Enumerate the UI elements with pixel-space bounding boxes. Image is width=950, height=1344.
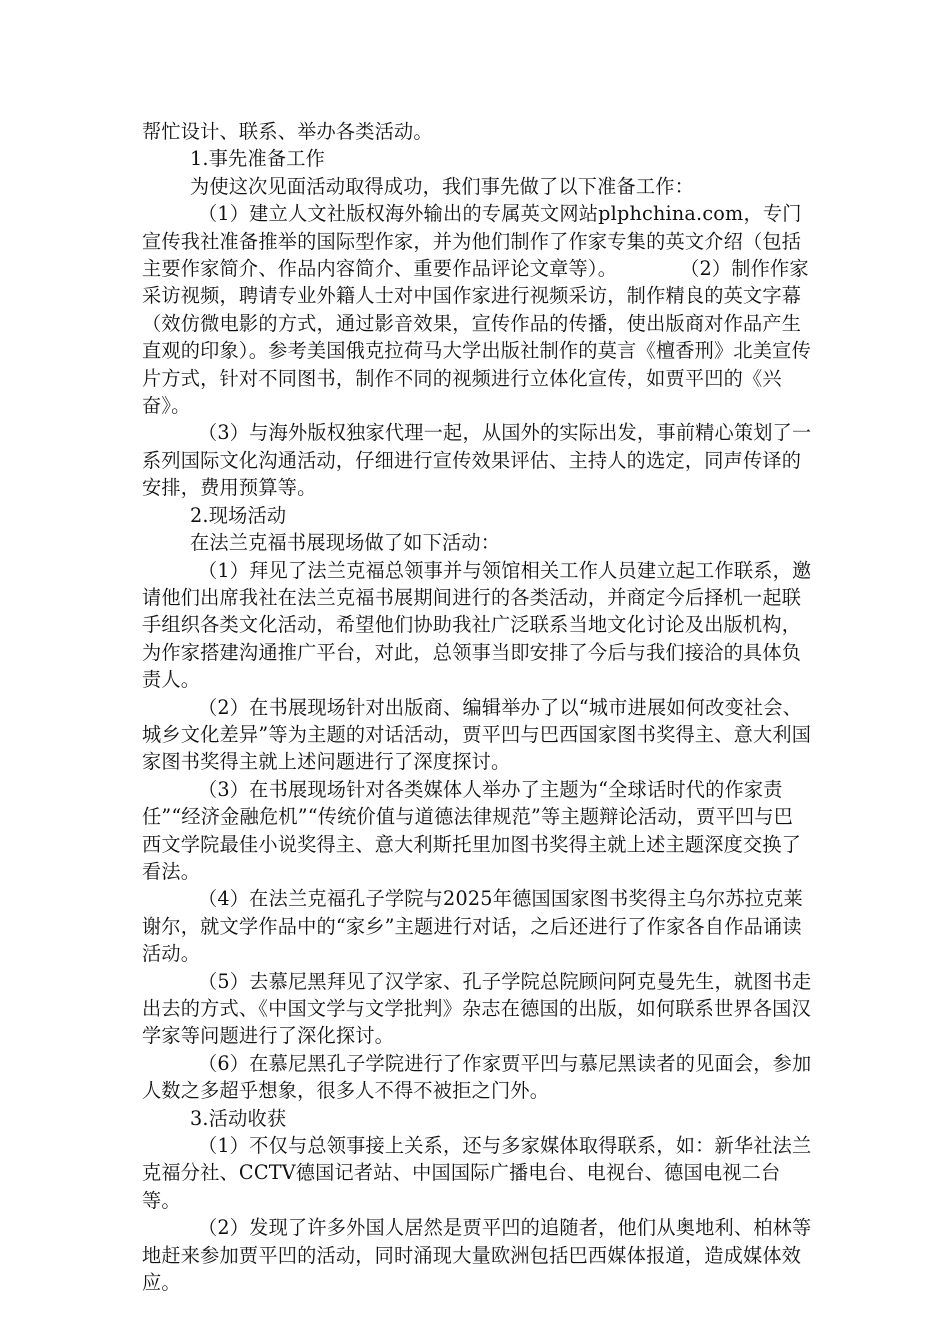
paragraph-continuation: 帮忙设计、联系、举办各类活动。 — [142, 120, 433, 143]
list-item-preparation-3: （3）与海外版权独家代理一起，从国外的实际出发，事前精心策划了一系列国际文化沟通活动，仔细进行宣传效果评估、主持人的选定，同声传译的安排，费用预算等。 — [142, 421, 812, 500]
list-item-onsite-5: （5）去慕尼黑拜见了汉学家、孔子学院总院顾问阿克曼先生，就图书走出去的方式、《中国文学与文学批判》杂志在德国的出版，如何联系世界各国汉学家等问题进行了深化探讨。 — [142, 969, 812, 1048]
paragraph-intro-onsite: 在法兰克福书展现场做了如下活动： — [190, 531, 501, 555]
document-body — [142, 118, 812, 1296]
list-item-results-2: （2）发现了许多外国人居然是贾平凹的追随者，他们从奥地利、柏林等地赶来参加贾平凹的活动，同时涌现大量欧洲包括巴西媒体报道，造成媒体效应。 — [142, 1216, 812, 1295]
section-heading-preparation: 1.事先准备工作 — [190, 147, 326, 171]
list-item-onsite-3: （3）在书展现场针对各类媒体人举办了主题为“全球话时代的作家责任”“经济金融危机”“传统价值与道德法律规范”等主题辩论活动，贾平凹与巴西文学院最佳小说奖得主、意大利斯托里加图书奖得主就上述主题深度交换了看法。 — [142, 777, 802, 883]
list-item-onsite-6: （6）在慕尼黑孔子学院进行了作家贾平凹与慕尼黑读者的见面会，参加人数之多超乎想象，很多人不得不被拒之门外。 — [142, 1051, 812, 1103]
list-item-onsite-2: （2）在书展现场针对出版商、编辑举办了以“城市进展如何改变社会、城乡文化差异”等为主题的对话活动，贾平凹与巴西国家图书奖得主、意大利国家图书奖得主就上述问题进行了深度探讨。 — [142, 695, 812, 774]
paragraph-intro-preparation: 为使这次见面活动取得成功，我们事先做了以下准备工作： — [190, 174, 695, 198]
list-item-onsite-4: （4）在法兰克福孔子学院与2025年德国国家图书奖得主乌尔苏拉克莱谢尔，就文学作品中的“家乡”主题进行对话，之后还进行了作家各自作品诵读活动。 — [142, 887, 803, 966]
list-item-preparation-1-2: （1）建立人文社版权海外输出的专属英文网站plphchina.com，专门宣传我社准备推举的国际型作家，并为他们制作了作家专集的英文介绍（包括主要作家简介、作品内容简介、重要作品评论文章等）。 （2）制作作家采访视频，聘请专业外籍人士对中国作家进行视频采访，制作精良的英文字幕（效仿微电影的方式，通过影音效果，宣传作品的传播，使出版商对作品产生直观的印象）。参考美国俄克拉荷马大学出版社制作的莫言《檀香刑》北美宣传片方式，针对不同图书，制作不同的视频进行立体化宣传，如贾平凹的《兴奋》。 — [142, 202, 811, 418]
section-heading-onsite: 2.现场活动 — [190, 503, 287, 527]
section-heading-results: 3.活动收获 — [190, 1106, 287, 1130]
list-item-results-1: （1）不仅与总领事接上关系，还与多家媒体取得联系，如：新华社法兰克福分社、CCTV德国记者站、中国国际广播电台、电视台、德国电视二台等。 — [142, 1134, 812, 1212]
list-item-onsite-1: （1）拜见了法兰克福总领事并与领馆相关工作人员建立起工作联系，邀请他们出席我社在法兰克福书展期间进行的各类活动，并商定今后择机一起联手组织各类文化活动，希望他们协助我社广泛联系当地文化讨论及出版机构，为作家搭建沟通推广平台，对此，总领事当即安排了今后与我们接洽的具体负责人。 — [142, 558, 812, 692]
